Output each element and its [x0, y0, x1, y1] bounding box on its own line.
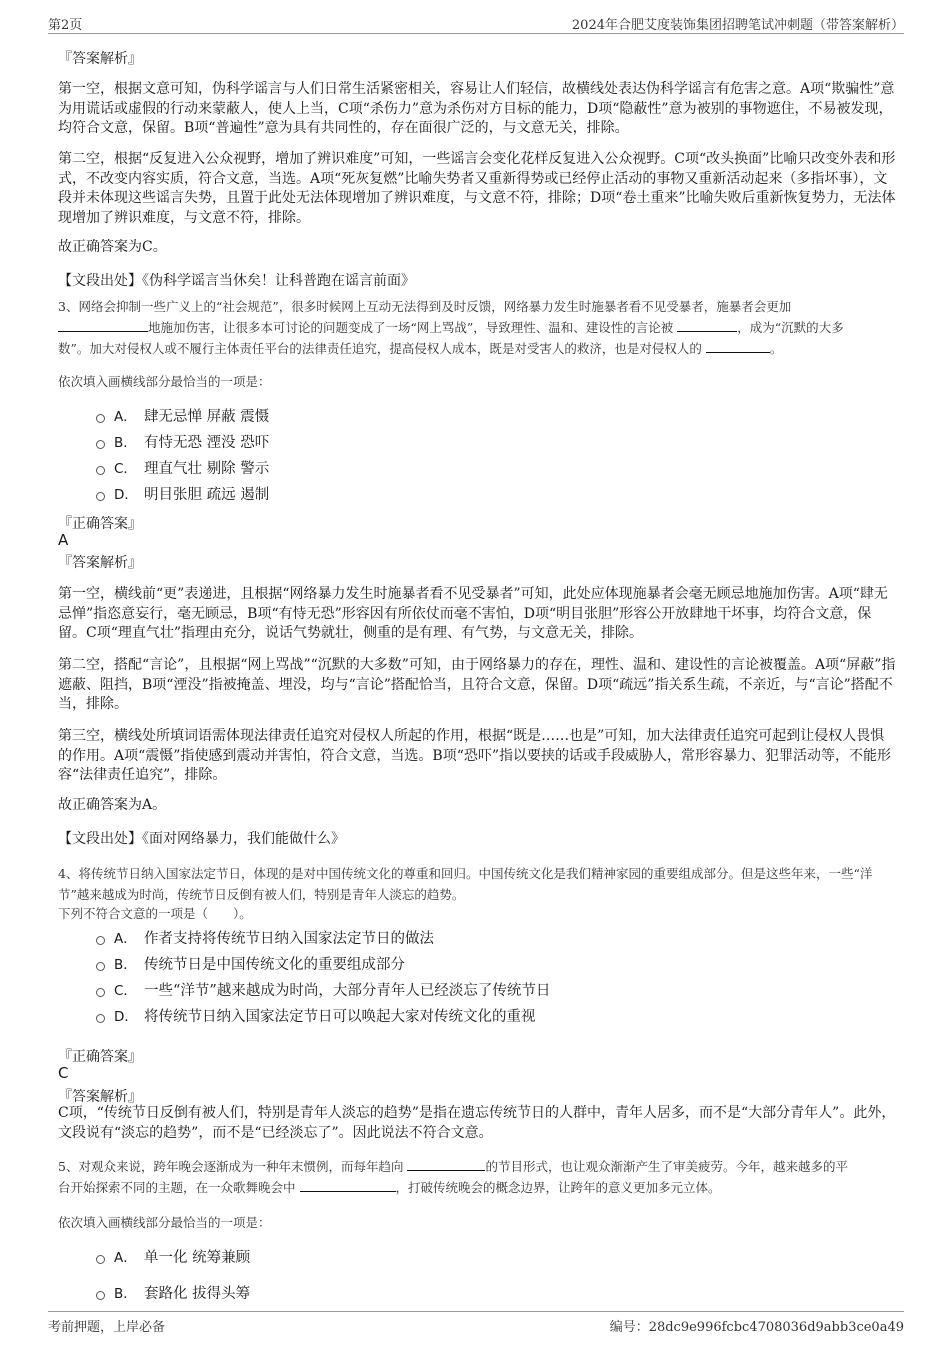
q3-stem	[58, 296, 900, 359]
radio-icon[interactable]	[96, 1291, 105, 1300]
q3-stem-line3b: 。	[769, 341, 783, 356]
q3-correct-label: 『正确答案』	[58, 516, 142, 532]
q2-analysis-label: 『答案解析』	[58, 51, 142, 67]
q4-stem: 4、将传统节日纳入国家法定节日，体现的是对中国传统文化的尊重和回归。中国传统文化是我们精神家园的重要组成部分。但是这些年来，一些“洋节”越来越成为时尚，传统节日反倒有被人们，特别是青年人淡忘的趋势。	[58, 866, 873, 902]
q3-source: 【文段出处】《面对网络暴力，我们能做什么》	[58, 831, 345, 847]
q4-option-d[interactable]: D． 将传统节日纳入国家法定节日可以唤起大家对传统文化的重视	[96, 1005, 536, 1025]
q2-analysis-p1: 第一空，根据文意可知，伪科学谣言与人们日常生活紧密相关，容易让人们轻信，故横线处表达伪科学谣言有危害之意。A项“欺骗性”意为用谎话或虚假的行动来蒙蔽人，使人上当，C项“杀伤力”意为杀伤对方目标的能力，D项“隐蔽性”意为被别的事物遮住，不易被发现，均符合文意，保留。B项“普遍性”意为具有共同性的，存在面很广泛的，与文意无关，排除。	[58, 81, 895, 136]
q2-analysis-p2: 第二空，根据“反复进入公众视野，增加了辨识难度”可知，一些谣言会变化花样反复进入公众视野。C项“改头换面”比喻只改变外表和形式，不改变内容实质，符合文意，当选。A项“死灰复燃”比喻失势者又重新得势或已经停止活动的事物又重新活动起来（多指坏事），文段并未体现这些谣言失势，且置于此处无法体现增加了辨识难度，与文意不符，排除；D项“卷土重来”比喻失败后重新恢复势力，无法体现增加了辨识难度，与文意不符，排除。	[58, 151, 896, 226]
q5-blank-2	[300, 1179, 396, 1192]
radio-icon[interactable]	[96, 414, 105, 423]
q2-source: 【文段出处】《伪科学谣言当休矣！让科普跑在谣言前面》	[58, 273, 415, 289]
q5-stem-line2b: ，打破传统晚会的概念边界，让跨年的意义更加多元立体。	[395, 1180, 721, 1195]
q5-option-b[interactable]: B． 套路化 拔得头筹	[96, 1282, 250, 1302]
q5-option-a[interactable]: A． 单一化 统筹兼顾	[96, 1246, 250, 1266]
q5-blank-1	[407, 1158, 485, 1171]
q3-prompt: 依次填入画横线部分最恰当的一项是：	[58, 374, 271, 389]
q5-stem	[58, 1156, 900, 1198]
q3-option-b[interactable]: B． 有恃无恐 湮没 恐吓	[96, 431, 269, 451]
q3-blank-1	[58, 319, 148, 332]
q3-stem-line3a: 数”。加大对侵权人或不履行主体责任平台的法律责任追究，提高侵权人成本，既是对受害人的救济，也是对侵权人的	[58, 341, 702, 356]
q4-analysis-label: 『答案解析』	[58, 1089, 142, 1105]
q4-option-b[interactable]: B． 传统节日是中国传统文化的重要组成部分	[96, 953, 405, 973]
q3-option-c[interactable]: C． 理直气壮 剔除 警示	[96, 457, 269, 477]
page-number: 第2页	[48, 18, 83, 33]
q3-option-d[interactable]: D． 明目张胆 疏远 遏制	[96, 483, 269, 503]
q3-correct-answer: A	[58, 531, 69, 549]
document-id: 编号：28dc9e996fcbc4708036d9abb3ce0a49	[609, 1320, 904, 1335]
q5-stem-line1a: 5、对观众来说，跨年晚会逐渐成为一种年末惯例，而每年趋向	[58, 1159, 404, 1174]
radio-icon[interactable]	[96, 492, 105, 501]
q4-correct-label: 『正确答案』	[58, 1049, 142, 1065]
q4-option-a[interactable]: A． 作者支持将传统节日纳入国家法定节日的做法	[96, 927, 434, 947]
q3-blank-2	[677, 319, 737, 332]
q2-conclusion: 故正确答案为C。	[58, 239, 167, 255]
footer-divider	[48, 1311, 904, 1312]
radio-icon[interactable]	[96, 988, 105, 997]
q4-prompt: 下列不符合文意的一项是（ ）。	[58, 906, 252, 921]
q3-stem-line1: 3、网络会抑制一些广义上的“社会规范”，很多时候网上互动无法得到及时反馈，网络暴力发生时施暴者看不见受暴者，施暴者会更加	[58, 299, 792, 314]
q5-stem-line2a: 台开始探索不同的主题，在一众歌舞晚会中	[58, 1180, 296, 1195]
document-title: 2024年合肥艾度装饰集团招聘笔试冲刺题（带答案解析）	[571, 18, 904, 33]
q4-option-c[interactable]: C． 一些“洋节”越来越成为时尚，大部分青年人已经淡忘了传统节日	[96, 979, 550, 999]
radio-icon[interactable]	[96, 440, 105, 449]
radio-icon[interactable]	[96, 1014, 105, 1023]
q3-analysis-p2: 第二空，搭配“言论”，且根据“网上骂战”“沉默的大多数”可知，由于网络暴力的存在，理性、温和、建设性的言论被覆盖。A项“屏蔽”指遮蔽、阻挡，B项“湮没”指被掩盖、埋没，均与“言论”搭配恰当，且符合文意，保留。D项“疏远”指关系生疏，不亲近，与“言论”搭配不当，排除。	[58, 657, 896, 712]
radio-icon[interactable]	[96, 466, 105, 475]
q4-analysis-p1: C项，“传统节日反倒有被人们，特别是青年人淡忘的趋势”是指在遗忘传统节日的人群中，青年人居多，而不是“大部分青年人”。此外，文段说有“淡忘的趋势”，而不是“已经淡忘了”。因此说法不符合文意。	[58, 1105, 896, 1141]
q3-stem-line2a: 地施加伤害，让很多本可讨论的问题变成了一场“网上骂战”，导致理性、温和、建设性的言论被	[148, 320, 674, 335]
q3-blank-3	[706, 340, 770, 353]
q3-analysis-p3: 第三空，横线处所填词语需体现法律责任追究对侵权人所起的作用，根据“既是……也是”可知，加大法律责任追究可起到让侵权人畏惧的作用。A项“震慑”指使感到震动并害怕，符合文意，当选。B项“恐吓”指以要挟的话或手段威胁人，常形容暴力、犯罪活动等，不能形容“法律责任追究”，排除。	[58, 728, 892, 783]
footer-slogan: 考前押题，上岸必备	[48, 1320, 166, 1335]
q5-prompt: 依次填入画横线部分最恰当的一项是：	[58, 1215, 271, 1230]
q3-analysis-p1: 第一空，横线前“更”表递进，且根据“网络暴力发生时施暴者看不见受暴者”可知，此处应体现施暴者会毫无顾忌地施加伤害。A项“肆无忌惮”指恣意妄行，毫无顾忌，B项“有恃无恐”形容因有所依仗而毫不害怕，D项“明目张胆”形容公开放肆地干坏事，均符合文意，保留。C项“理直气壮”指理由充分，说话气势就壮，侧重的是有理、有气势，与文意无关，排除。	[58, 586, 888, 641]
q5-stem-line1b: 的节目形式，也让观众渐渐产生了审美疲劳。今年，越来越多的平	[485, 1159, 848, 1174]
q3-conclusion: 故正确答案为A。	[58, 797, 167, 813]
radio-icon[interactable]	[96, 1255, 105, 1264]
q4-correct-answer: C	[58, 1064, 69, 1082]
radio-icon[interactable]	[96, 936, 105, 945]
q3-analysis-label: 『答案解析』	[58, 555, 142, 571]
header-divider	[48, 33, 904, 34]
radio-icon[interactable]	[96, 962, 105, 971]
q3-stem-line2b: ，成为“沉默的大多	[737, 320, 844, 335]
q3-option-a[interactable]: A． 肆无忌惮 屏蔽 震慑	[96, 405, 269, 425]
